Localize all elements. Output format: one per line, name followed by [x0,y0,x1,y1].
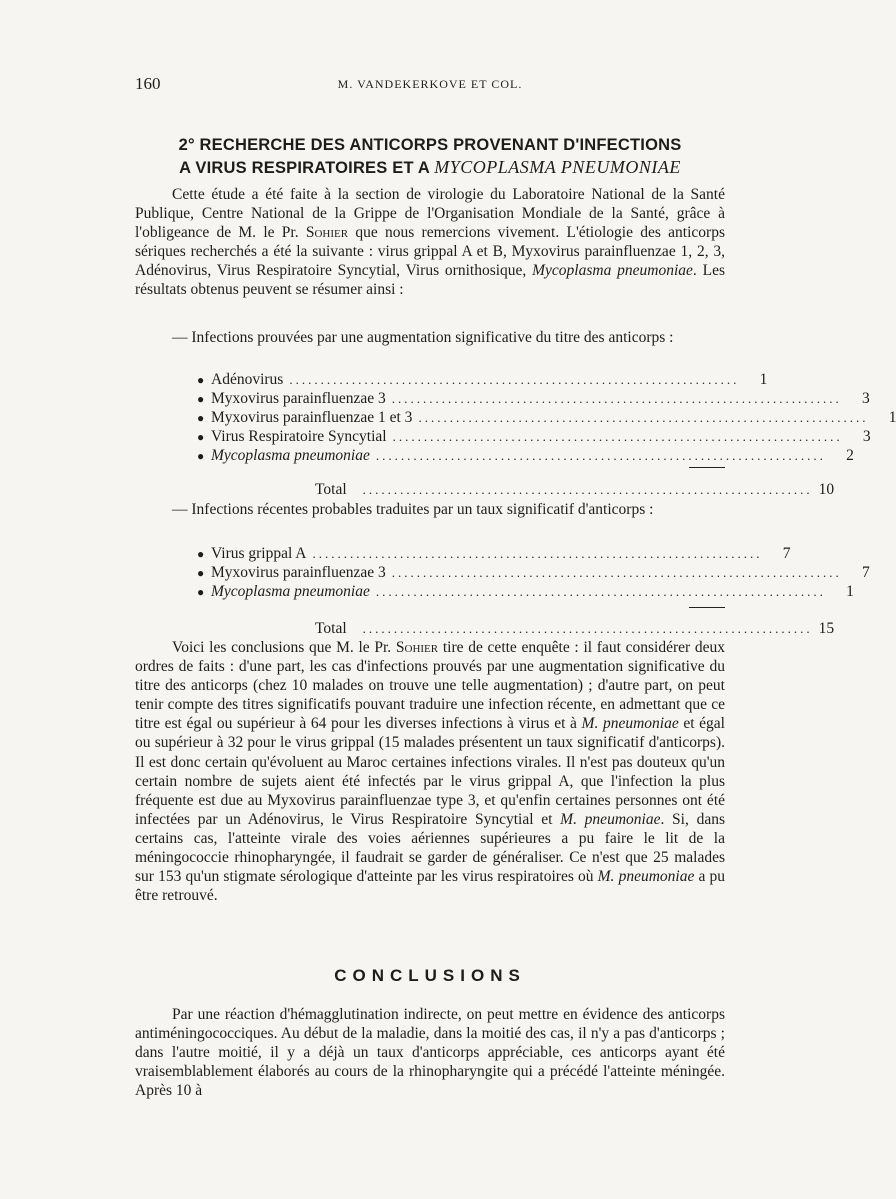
intro-italic: Mycoplasma pneumoniae [532,262,693,280]
conclusions-heading: CONCLUSIONS [334,966,526,985]
conclusion-paragraph [135,638,725,905]
total-rule [689,467,725,468]
item-value: 3 [862,428,871,446]
group1-heading: — Infections prouvées par une augmentation significative du titre des anticorps : [172,329,674,346]
bullet-icon: ● [197,430,205,445]
group1-total-row [197,480,835,499]
list-item [197,582,854,601]
item-value: 7 [862,564,870,582]
item-label: Virus grippal A [211,545,307,562]
page-number: 160 [135,74,161,93]
author-name: Sohier [305,224,349,242]
leader-dots: ........................................................................ [391,565,842,581]
conclusion-text-5: a pu être retrouvé. [135,868,725,905]
item-label: Mycoplasma pneumoniae [211,583,370,601]
leader-dots: ........................................................................ [362,482,813,497]
section-title-line2 [135,156,725,179]
item-value: 1 [888,409,896,427]
bullet-icon: ● [197,449,205,464]
intro-text-1: Cette étude a été faite à la section de virologie du Laboratoire National de la Santé Publique, Centre National de la Grippe de l'Organisation Mondiale de la Santé, grâce à l'obligeance de M. le Pr. [135,186,725,242]
total-value: 10 [818,481,835,498]
group2-total-row [197,619,835,638]
list-item [197,563,870,582]
intro-paragraph [135,185,725,300]
list-item [197,446,854,465]
item-value: 1 [846,583,854,601]
item-label: Virus Respiratoire Syncytial [211,428,387,446]
bullet-icon: ● [197,411,205,426]
total-value: 15 [818,620,835,637]
item-value: 3 [862,390,870,408]
bullet-icon: ● [197,373,205,387]
conclusion-italic-2: M. pneumoniae [560,810,661,828]
conclusions-paragraph: Par une réaction d'hémagglutination indirecte, on peut mettre en évidence des anticorps antiméningococciques. Au début de la maladie, dans la moitié des cas, il n'y a pas d'anticorps ; dans l'autre moitié, il y a déjà un taux d'anticorps appréciable, ces anticorps ayant été vraisemblablement élaborés au cours de la rhinopharyngite qui a précédé l'atteinte méningée. Après 10 à [135,1006,725,1100]
item-value: 1 [759,371,768,388]
item-label: Myxovirus parainfluenzae 3 [211,390,386,408]
item-label: Mycoplasma pneumoniae [211,447,370,465]
conclusion-text-4: . Si, dans certains cas, l'atteinte virale des voies aériennes supérieures a pu faire le lit de la méningococcie rhinopharyngée, il faudrait se garder de généraliser. Ce n'est que 25 malades sur 153 qu'un stigmate sérologique d'atteinte par les virus respiratoires où [135,810,725,886]
item-label: Myxovirus parainfluenzae 3 [211,564,386,582]
total-label: Total [315,620,347,637]
leader-dots: ........................................................................ [392,429,843,445]
section-title-line2-italic: MYCOPLASMA PNEUMONIAE [434,157,681,177]
conclusion-italic-3: M. pneumoniae [597,868,695,886]
item-label: Myxovirus parainfluenzae 1 et 3 [211,409,413,427]
section-title-line1: 2° RECHERCHE DES ANTICORPS PROVENANT D'INFECTIONS [178,136,682,154]
conclusion-text-2: tire de cette enquête : il faut considérer deux ordres de faits : d'une part, les cas d'infections prouvés par une augmentation significative du titre des anticorps (chez 10 malades on trouve une telle augmentation) ; d'autre part, on peut tenir compte des titres significatifs pouvant traduire une infection récente, en admettant que ce titre est égal ou supérieur à 64 pour les diverses infections à virus et à [135,639,725,733]
list-item [197,408,896,427]
item-value: 7 [782,545,791,562]
leader-dots: ........................................................................ [289,372,740,387]
list-item [197,370,768,389]
bullet-icon: ● [197,392,205,407]
bullet-icon: ● [197,566,205,581]
conclusion-italic-1: M. pneumoniae [581,715,679,733]
intro-text-2: que nous remercions vivement. L'étiologie des anticorps sériques recherchés a été la suivante : virus grippal A et B, Myxovirus parainfluenzae 1, 2, 3, Adénovirus, Virus Respiratoire Syncytial, Virus ornithosique, [135,224,725,280]
total-label: Total [315,481,347,498]
leader-dots: ........................................................................ [391,391,842,407]
intro-text-3: . Les résultats obtenus peuvent se résumer ainsi : [135,262,725,299]
section-title [135,134,725,179]
conclusion-text-3: et égal ou supérieur à 32 pour le virus grippal (15 malades présentent un taux significatif d'anticorps). Il est donc certain qu'évoluent au Maroc certaines infections virales. Il n'est pas douteux qu'un certain nombre de sujets aient été infectés par le virus grippal A, que l'infection la plus fréquente est due au Myxovirus parainfluenzae type 3, et qu'enfin certaines personnes ont été infectées par un Adénovirus, le Virus Respiratoire Syncytial et [135,715,725,828]
group1-list [197,370,896,498]
section-title-line2-prefix: A VIRUS RESPIRATOIRES ET A [179,159,435,177]
leader-dots: ........................................................................ [375,448,826,464]
group2-heading: — Infections récentes probables traduites par un taux significatif d'anticorps : [172,501,654,518]
running-title: M. VANDEKERKOVE ET COL. [337,77,523,91]
leader-dots: ........................................................................ [312,546,763,561]
conclusion-text-1: Voici les conclusions que M. le Pr. [172,639,396,656]
total-rule [689,607,725,608]
author-name: Sohier [395,639,439,656]
item-value: 2 [846,447,854,465]
group2-list [197,544,870,637]
item-label: Adénovirus [211,371,284,388]
leader-dots: ........................................................................ [362,621,813,636]
list-item [197,427,871,446]
list-item [197,544,791,563]
leader-dots: ........................................................................ [375,584,826,600]
bullet-icon: ● [197,585,205,600]
leader-dots: ........................................................................ [418,410,869,426]
bullet-icon: ● [197,547,205,561]
page-header [135,74,725,96]
list-item [197,389,870,408]
